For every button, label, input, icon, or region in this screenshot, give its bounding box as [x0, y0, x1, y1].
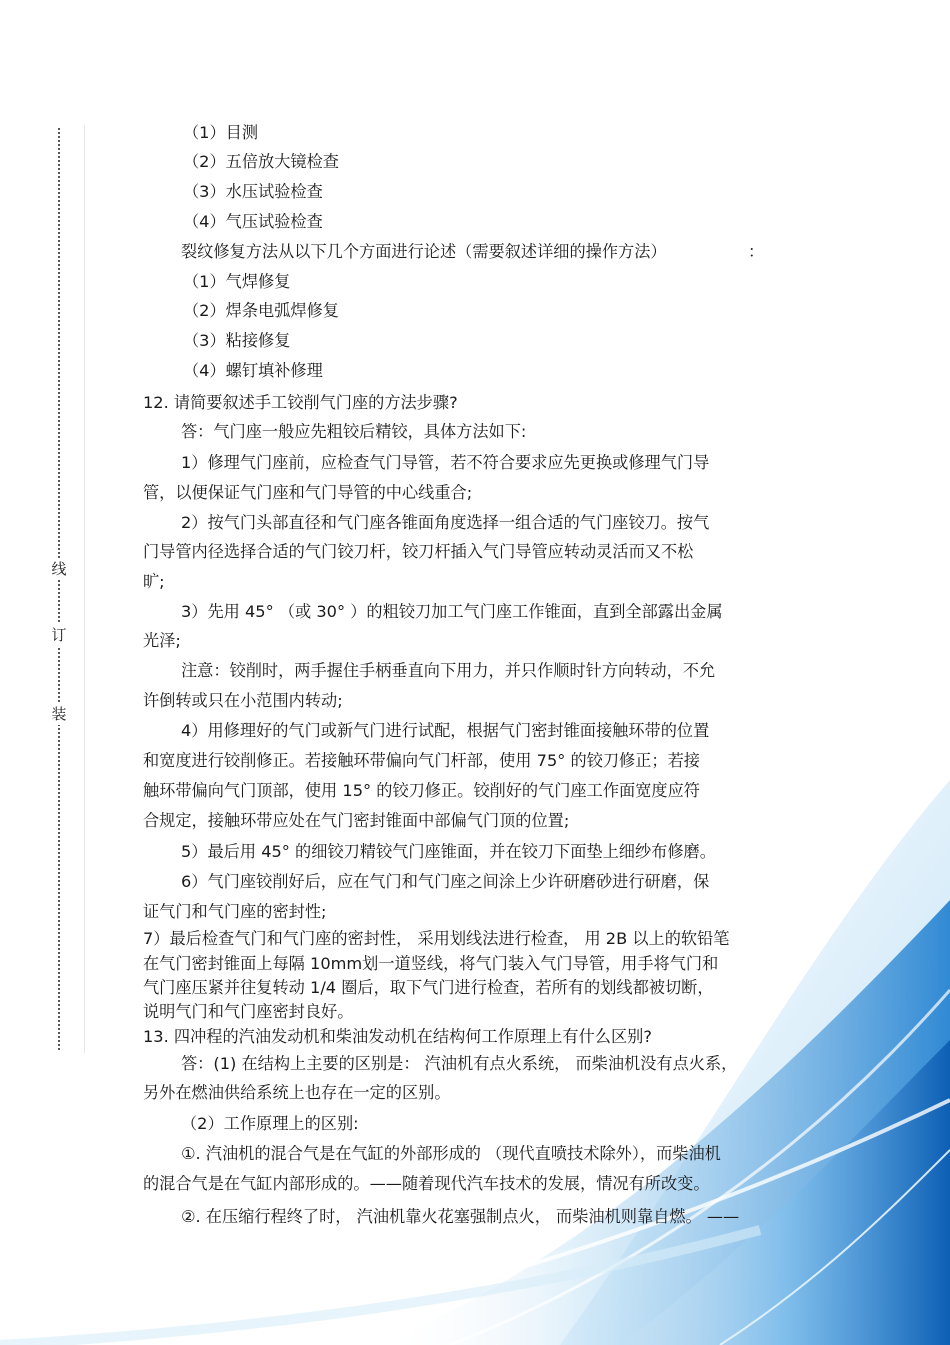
- text-line: 光泽;: [143, 631, 181, 650]
- text-line: 答：(1) 在结构上主要的区别是： 汽油机有点火系统， 而柴油机没有点火系，: [181, 1054, 738, 1073]
- text-line: 管，以便保证气门座和气门导管的中心线重合;: [143, 483, 473, 502]
- text-line: 和宽度进行铰削修正。若接触环带偏向气门杆部，使用 75° 的铰刀修正；若接: [143, 751, 700, 770]
- text-line: ：: [748, 242, 765, 261]
- text-line: 裂纹修复方法从以下几个方面进行论述（需要叙述详细的操作方法）: [181, 242, 667, 261]
- binding-char-xian: 线: [49, 558, 69, 580]
- text-line: 另外在燃油供给系统上也存在一定的区别。: [143, 1083, 451, 1102]
- text-line: 触环带偏向气门顶部，使用 15° 的铰刀修正。铰削好的气门座工作面宽度应符: [143, 781, 700, 800]
- text-line: 3）先用 45° （或 30° ）的粗铰刀加工气门座工作锥面，直到全部露出金属: [181, 602, 723, 621]
- text-line: （1）目测: [183, 123, 259, 142]
- text-line: 5）最后用 45° 的细铰刀精铰气门座锥面，并在铰刀下面垫上细纱布修磨。: [181, 842, 716, 861]
- text-line: （2）五倍放大镜检查: [183, 152, 339, 171]
- text-line: （3）水压试验检查: [183, 182, 323, 201]
- text-line: 4）用修理好的气门或新气门进行试配，根据气门密封锥面接触环带的位置: [181, 721, 710, 740]
- text-line: 答：气门座一般应先粗铰后精铰，具体方法如下:: [181, 422, 527, 441]
- text-line: 的混合气是在气缸内部形成的。——随着现代汽车技术的发展，情况有所改变。: [143, 1174, 710, 1193]
- text-line: ①. 汽油机的混合气是在气缸的外部形成的 （现代直喷技术除外），而柴油机: [181, 1144, 721, 1163]
- question-heading: 13. 四冲程的汽油发动机和柴油发动机在结构何工作原理上有什么区别?: [143, 1027, 652, 1046]
- text-line: （2）焊条电弧焊修复: [183, 301, 339, 320]
- text-line: （2）工作原理上的区别:: [181, 1114, 359, 1133]
- text-line: 门导管内径选择合适的气门铰刀杆，铰刀杆插入气门导管应转动灵活而又不松: [143, 542, 694, 561]
- text-line: 许倒转或只在小范围内转动;: [143, 691, 343, 710]
- text-line: 旷;: [143, 572, 165, 591]
- text-line: （4）气压试验检查: [183, 212, 323, 231]
- text-line: 注意：铰削时，两手握住手柄垂直向下用力，并只作顺时针方向转动，不允: [181, 661, 716, 680]
- text-line: 说明气门和气门座密封良好。: [143, 1002, 354, 1021]
- text-line: 在气门密封锥面上每隔 10mm划一道竖线，将气门装入气门导管，用手将气门和: [143, 954, 719, 973]
- binding-dotted-line: [58, 128, 60, 1050]
- text-line: 7）最后检查气门和气门座的密封性， 采用划线法进行检查， 用 2B 以上的软铅笔: [143, 929, 730, 948]
- text-line: （4）螺钉填补修理: [183, 361, 323, 380]
- question-heading: 12. 请简要叙述手工铰削气门座的方法步骤?: [143, 393, 458, 412]
- text-line: 气门座压紧并往复转动 1/4 圈后，取下气门进行检查，若所有的划线都被切断，: [143, 978, 714, 997]
- text-line: ②. 在压缩行程终了时， 汽油机靠火花塞强制点火， 而柴油机则靠自燃。 ——: [181, 1207, 740, 1226]
- binding-char-ding: 订: [49, 624, 69, 646]
- binding-edge-line: [84, 125, 85, 1053]
- text-line: （1）气焊修复: [183, 272, 291, 291]
- text-line: 2）按气门头部直径和气门座各锥面角度选择一组合适的气门座铰刀。按气: [181, 513, 710, 532]
- text-line: 合规定，接触环带应处在气门密封锥面中部偏气门顶的位置;: [143, 811, 570, 830]
- text-line: （3）粘接修复: [183, 331, 291, 350]
- text-line: 证气门和气门座的密封性;: [143, 902, 327, 921]
- binding-char-zhuang: 装: [49, 703, 69, 725]
- text-line: 1）修理气门座前，应检查气门导管，若不符合要求应先更换或修理气门导: [181, 453, 710, 472]
- text-line: 6）气门座铰削好后，应在气门和气门座之间涂上少许研磨砂进行研磨，保: [181, 872, 710, 891]
